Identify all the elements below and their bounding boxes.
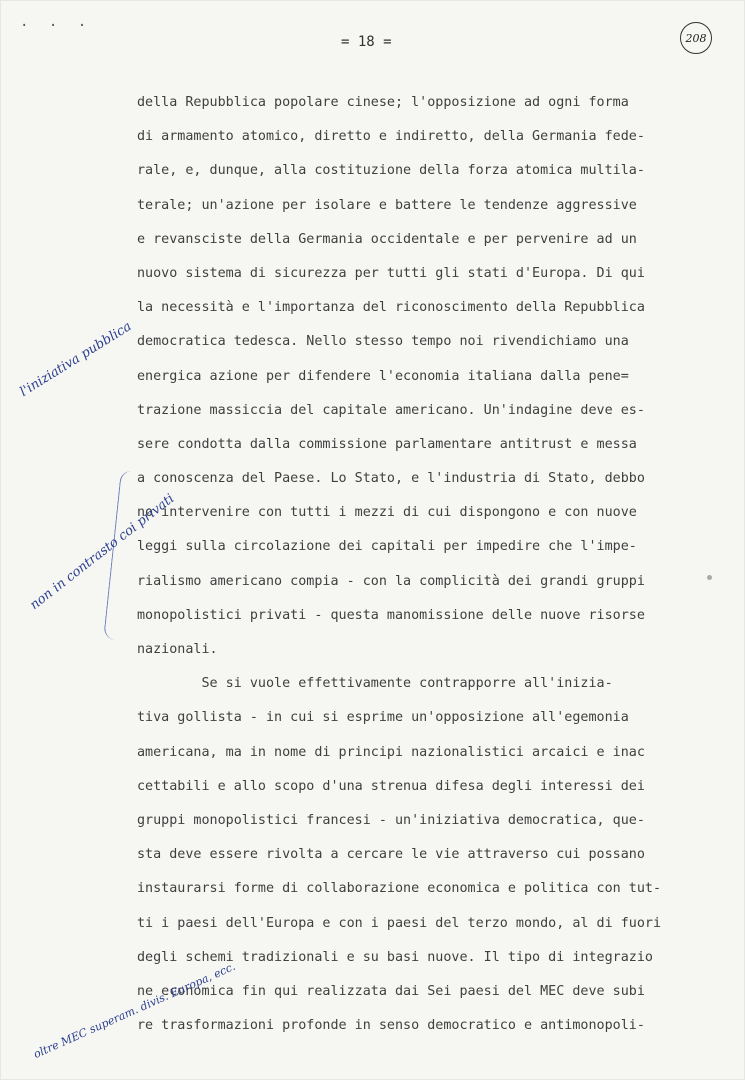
handwritten-note-3: oltre MEC superam. divis. Europa, ecc. — [31, 959, 238, 1061]
text-line: rialismo americano compia - con la complicità dei grandi gruppi — [137, 573, 645, 589]
text-line: sta deve essere rivolta a cercare le vie attraverso cui possano — [137, 847, 645, 863]
text-line: democratica tedesca. Nello stesso tempo noi rivendichiamo una — [137, 334, 629, 350]
text-line: energica azione per difendere l'economia italiana dalla pene= — [137, 368, 629, 384]
typewritten-text — [137, 86, 697, 1043]
text-line: tiva gollista - in cui si esprime un'opposizione all'egemonia — [137, 710, 629, 726]
text-line: nuovo sistema di sicurezza per tutti gli stati d'Europa. Di qui — [137, 265, 645, 281]
text-line: ne economica fin qui realizzata dai Sei paesi del MEC deve subi — [137, 983, 645, 999]
archive-stamp: 208 — [680, 22, 712, 54]
text-line: rale, e, dunque, alla costituzione della forza atomica multila- — [137, 163, 645, 179]
text-line: americana, ma in nome di principi nazionalistici arcaici e inac — [137, 744, 645, 760]
text-line: di armamento atomico, diretto e indiretto, della Germania fede- — [137, 129, 645, 145]
text-line: cettabili e allo scopo d'una strenua difesa degli interessi dei — [137, 778, 645, 794]
text-line: a conoscenza del Paese. Lo Stato, e l'industria di Stato, debbo — [137, 471, 645, 487]
text-line: la necessità e l'importanza del riconoscimento della Repubblica — [137, 300, 645, 316]
text-line: no intervenire con tutti i mezzi di cui dispongono e con nuove — [137, 505, 637, 521]
text-line: instaurarsi forme di collaborazione economica e politica con tut- — [137, 881, 662, 897]
text-line: della Repubblica popolare cinese; l'opposizione ad ogni forma — [137, 95, 629, 110]
top-left-marks: . . . — [20, 14, 93, 30]
text-line: re trasformazioni profonde in senso democratico e antimonopoli- — [137, 1018, 645, 1034]
text-line: leggi sulla circolazione dei capitali per impedire che l'impe- — [137, 539, 637, 555]
text-line: terale; un'azione per isolare e battere le tendenze aggressive — [137, 197, 637, 213]
text-line: degli schemi tradizionali e su basi nuove. Il tipo di integrazio — [137, 949, 653, 965]
text-line: e revansciste della Germania occidentale e per pervenire ad un — [137, 231, 637, 247]
text-line: ti i paesi dell'Europa e con i paesi del terzo mondo, al di fuori — [137, 915, 662, 931]
handwritten-note-1: l'iniziativa pubblica — [17, 319, 135, 400]
margin-dot — [707, 575, 712, 580]
text-line: sere condotta dalla commissione parlamentare antitrust e messa — [137, 436, 637, 452]
text-line: monopolistici privati - questa manomissione delle nuove risorse — [137, 607, 645, 623]
text-line: Se si vuole effettivamente contrapporre all'inizia- — [137, 676, 613, 692]
handwritten-note-2: non in contrasto coi privati — [27, 491, 178, 614]
text-line: nazionali. — [137, 642, 218, 657]
text-line: gruppi monopolistici francesi - un'iniziativa democratica, que- — [137, 812, 645, 828]
page-number: = 18 = — [341, 34, 392, 50]
text-line: trazione massiccia del capitale americano. Un'indagine deve es- — [137, 402, 645, 418]
